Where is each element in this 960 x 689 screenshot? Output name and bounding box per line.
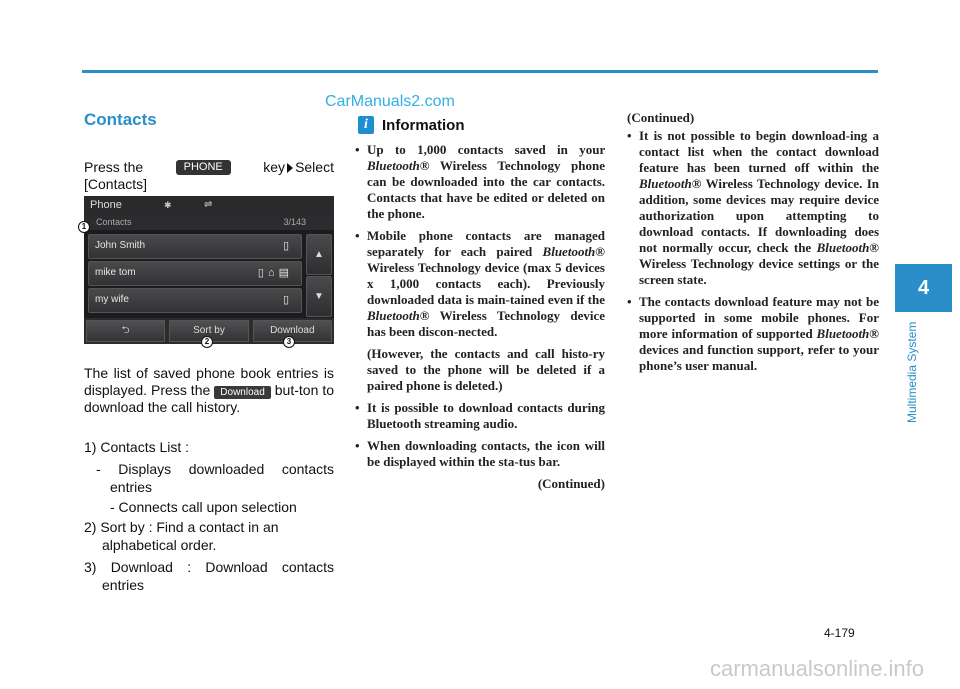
info-text: Up to 1,000 contacts saved in your xyxy=(367,142,605,157)
page-number: 4-179 xyxy=(824,626,855,640)
contact-count: 3/143 xyxy=(283,217,306,227)
footer-watermark: carmanualsonline.info xyxy=(710,656,925,681)
bluetooth-term: Bluetooth® xyxy=(542,244,605,259)
contact-name: my wife xyxy=(95,294,129,305)
info-text: Wireless Technology device has been discon-nected. xyxy=(367,308,605,339)
download-badge: Download xyxy=(214,386,270,399)
information-header xyxy=(358,116,465,134)
chapter-label-text: Multimedia System xyxy=(905,321,919,423)
status-bar xyxy=(84,196,334,216)
sort-by-button[interactable]: Sort by xyxy=(169,320,248,342)
callout-marker-2: 2 xyxy=(201,336,213,348)
contact-row[interactable] xyxy=(88,288,302,313)
screen-subheader xyxy=(84,216,334,230)
callout-marker-3: 3 xyxy=(283,336,295,348)
information-title: Information xyxy=(382,116,465,134)
info-text: Wireless Technology phone can be downloaded into the car contacts. Contacts that have be edited or deleted on the phone. xyxy=(367,158,605,221)
list-intro-text: The list of saved phone book entries is displayed. Press the xyxy=(84,365,334,398)
section-title: Contacts xyxy=(84,110,157,129)
bluetooth-term: Bluetooth® xyxy=(367,158,430,173)
info-text: Mobile phone contacts are managed separately for each paired xyxy=(367,228,605,259)
information-bullets xyxy=(355,142,605,492)
phone-contacts-screen xyxy=(84,196,334,344)
info-bullet xyxy=(627,294,879,374)
info-bullet xyxy=(627,128,879,288)
chapter-label xyxy=(902,316,922,436)
screen-title: Phone xyxy=(90,199,122,211)
info-text: Wireless Technology device. In addition, some devices may require device authorization upon attempting to download contacts. If downloading does not normally occur, check the xyxy=(639,176,879,255)
list-intro-text-end: but-ton to download the call history. xyxy=(84,382,335,415)
phone-home-office-icons: ▯⌂▤ xyxy=(257,267,293,279)
press-key-suffix: key xyxy=(263,159,286,175)
continued-label: (Continued) xyxy=(627,110,695,125)
mobile-phone-icon: ▯ xyxy=(282,294,293,306)
download-button[interactable]: Download xyxy=(253,320,332,342)
info-note: (However, the contacts and call histo-ry saved to the phone will be deleted if a paired phone is deleted.) xyxy=(367,346,605,393)
info-text: The contacts download feature may not be supported in some mobile phones. For more information of supported xyxy=(639,294,879,341)
screen-subtitle: Contacts xyxy=(96,217,132,227)
contact-row[interactable] xyxy=(88,234,302,259)
continued-column xyxy=(627,110,879,380)
header-rule xyxy=(82,70,878,73)
continued-label: (Continued) xyxy=(537,476,605,491)
info-text: It is not possible to begin download-ing a contact list when the contact download feature has been turned off within the xyxy=(639,128,879,175)
info-text: Wireless Technology device settings or the screen state. xyxy=(639,256,879,287)
info-bullet: • It is possible to download contacts during Bluetooth streaming audio. xyxy=(355,400,605,432)
press-target: [Contacts] xyxy=(84,176,148,192)
callout-marker-1: 1 xyxy=(78,221,90,233)
info-icon: i xyxy=(358,116,374,134)
back-button[interactable]: ⮌ xyxy=(86,320,165,342)
mobile-phone-icon: ▯ xyxy=(282,240,293,252)
press-prefix: Press the xyxy=(84,159,144,175)
watermark: CarManuals2.com xyxy=(325,93,455,110)
contact-row[interactable] xyxy=(88,261,302,286)
scroll-up-button[interactable]: ▲ xyxy=(306,234,332,275)
bluetooth-term: Bluetooth® xyxy=(816,326,879,341)
item-contacts-list-sub2: - Connects call upon selection xyxy=(110,499,297,515)
item-sort-by: 2) Sort by : Find a contact in an alphabetical order. xyxy=(84,519,279,553)
info-bullet xyxy=(355,142,605,222)
info-bullet xyxy=(355,228,605,340)
arrow-right-icon xyxy=(287,163,293,173)
press-select: Select xyxy=(295,159,334,175)
item-contacts-list: 1) Contacts List : xyxy=(84,439,190,455)
item-download: 3) Download : Download contacts entries xyxy=(84,559,334,593)
bluetooth-term: Bluetooth® xyxy=(639,176,702,191)
bluetooth-icon: ✱ xyxy=(164,200,172,210)
usb-icon: ⇌ xyxy=(204,199,213,210)
scroll-down-button[interactable]: ▼ xyxy=(306,276,332,317)
chapter-tab: 4 xyxy=(895,264,952,312)
item-contacts-list-sub1: - Displays downloaded contacts entries xyxy=(96,461,334,495)
contact-name: mike tom xyxy=(95,267,136,278)
list-intro xyxy=(84,365,334,416)
bluetooth-term: Bluetooth® xyxy=(367,308,430,323)
contact-name: John Smith xyxy=(95,240,146,251)
press-instruction xyxy=(84,159,334,176)
info-bullet: • When downloading contacts, the icon will be displayed within the sta-tus bar. xyxy=(355,438,605,470)
info-text: Wireless Technology device (max 5 devices x 1,000 contacts each). Previously downloaded data is main-tained even if the xyxy=(367,260,605,307)
bluetooth-term: Bluetooth® xyxy=(816,240,880,255)
info-text: devices and function support, refer to your phone’s user manual. xyxy=(639,342,879,373)
phone-key-badge: PHONE xyxy=(176,160,231,175)
